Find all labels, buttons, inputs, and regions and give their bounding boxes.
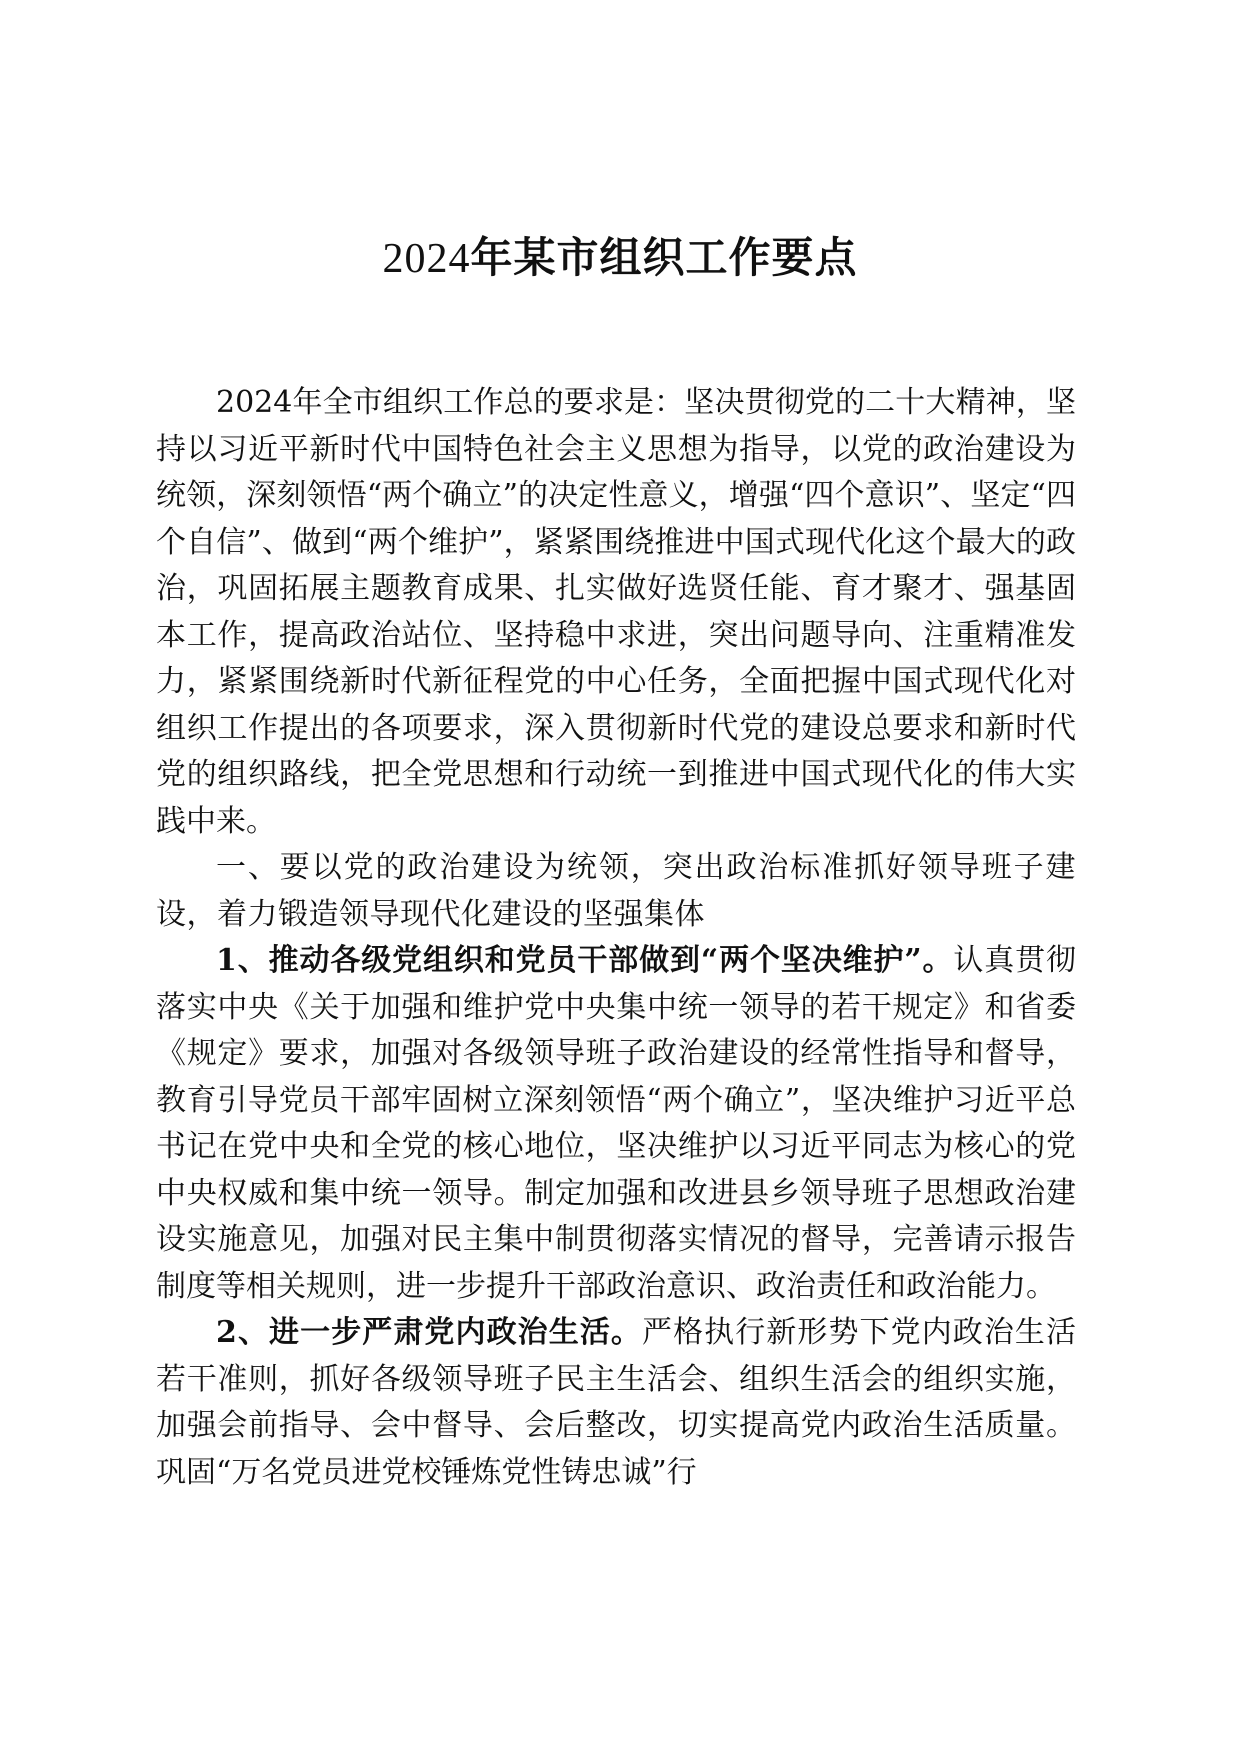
item-2-text: 严格执行新形势下党内政治生活若干准则，抓好各级领导班子民主生活会、组织生活会的组织实施，加强会前指导、会中督导、会后整改，切实提高党内政治生活质量。巩固“万名党员进党校锤炼党性铸忠诚”行 [156, 1315, 1077, 1490]
title-year: 2024 [382, 236, 471, 282]
item-2-lead: 2、进一步严肃党内政治生活。 [216, 1315, 642, 1350]
item-1-text: 认真贯彻落实中央《关于加强和维护党中央集中统一领导的若干规定》和省委《规定》要求，加强对各级领导班子政治建设的经常性指导和督导，教育引导党员干部牢固树立深刻领悟“两个确立”，坚决维护习近平总书记在党中央和全党的核心地位，坚决维护以习近平同志为核心的党中央权威和集中统一领导。制定加强和改进县乡领导班子思想政治建设实施意见，加强对民主集中制贯彻落实情况的督导，完善请示报告制度等相关规则，进一步提升干部政治意识、政治责任和政治能力。 [156, 943, 1076, 1304]
title-text: 年某市组织工作要点 [470, 233, 858, 282]
item-1-paragraph [156, 938, 1076, 1310]
document-title [0, 228, 1240, 289]
document-body [156, 380, 1076, 1496]
intro-paragraph: 2024年全市组织工作总的要求是：坚决贯彻党的二十大精神，坚持以习近平新时代中国特色社会主义思想为指导，以党的政治建设为统领，深刻领悟“两个确立”的决定性意义，增强“四个意识”、坚定“四个自信”、做到“两个维护”，紧紧围绕推进中国式现代化这个最大的政治，巩固拓展主题教育成果、扎实做好选贤任能、育才聚才、强基固本工作，提高政治站位、坚持稳中求进，突出问题导向、注重精准发力，紧紧围绕新时代新征程党的中心任务，全面把握中国式现代化对组织工作提出的各项要求，深入贯彻新时代党的建设总要求和新时代党的组织路线，把全党思想和行动统一到推进中国式现代化的伟大实践中来。 [156, 385, 1076, 839]
item-1-lead: 1、推动各级党组织和党员干部做到“两个坚决维护”。 [216, 943, 954, 978]
section-1-heading: 一、要以党的政治建设为统领，突出政治标准抓好领导班子建设，着力锻造领导现代化建设的坚强集体 [156, 850, 1076, 932]
item-2-paragraph [156, 1310, 1076, 1496]
